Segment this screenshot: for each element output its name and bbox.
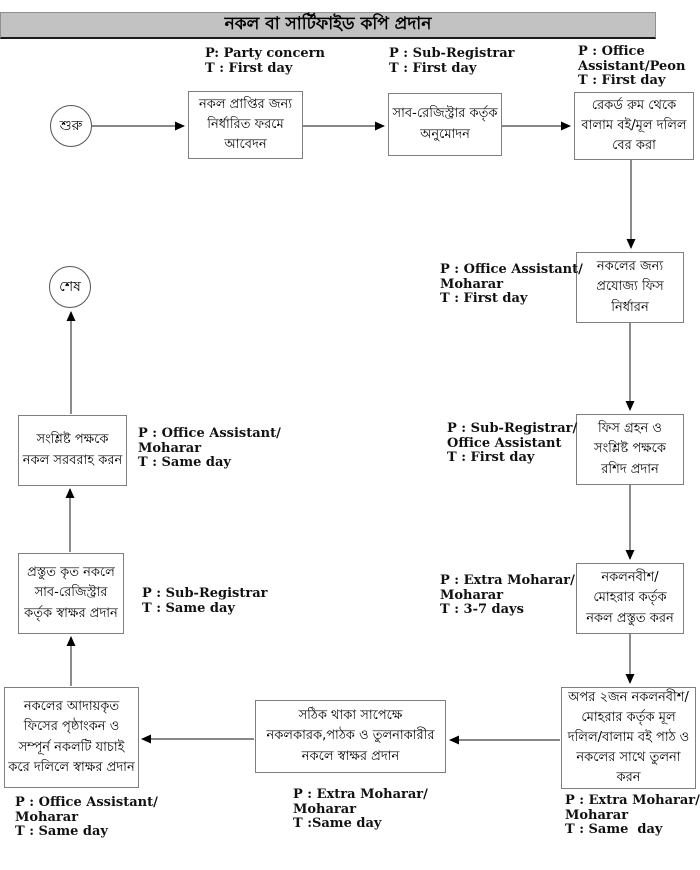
step-box-record-room-retrieval: রেকর্ড রুম থেকে বালাম বই/মূল দলিল বের করা: [574, 92, 694, 160]
annotation-copy-delivery: P : Office Assistant/ Moharar T : Same day: [138, 426, 281, 470]
annotation-subregistrar-approval: P : Sub-Registrar T : First day: [389, 46, 515, 76]
annotation-copyist-signatures: P : Extra Moharar/ Moharar T :Same day: [293, 787, 428, 831]
start-terminal: শুরু: [50, 105, 92, 147]
step-box-subregistrar-approval: সাব-রেজিস্ট্রার কর্তৃক অনুমোদন: [388, 93, 502, 156]
annotation-copy-comparison: P : Extra Moharar/ Moharar T : Same day: [565, 793, 700, 837]
step-box-application-form: নকল প্রাপ্তির জন্য নির্ধারিত ফরমে আবেদন: [188, 91, 303, 159]
annotation-fee-receipt: P : Sub-Registrar/ Office Assistant T : First day: [447, 421, 578, 465]
step-box-copy-preparation: নকলনবীশ/ মোহরার কর্তৃক নকল প্রস্তুত করন: [576, 563, 684, 634]
step-box-fee-receipt: ফিস গ্রহন ও সংশ্লিষ্ট পক্ষকে রশিদ প্রদান: [576, 414, 684, 485]
step-box-fee-determination: নকলের জন্য প্রযোজ্য ফিস নির্ধারন: [576, 252, 684, 323]
annotation-subregistrar-signature: P : Sub-Registrar T : Same day: [142, 586, 268, 616]
annotation-record-room-retrieval: P : Office Assistant/Peon T : First day: [578, 44, 686, 88]
title-bar: [0, 12, 656, 39]
annotation-copy-preparation: P : Extra Moharar/ Moharar T : 3-7 days: [440, 573, 575, 617]
step-box-copyist-signatures: সঠিক থাকা সাপেক্ষে নকলকারক,পাঠক ও তুলনাকারীর নকলে স্বাক্ষর প্রদান: [255, 700, 446, 773]
step-box-subregistrar-signature: প্রস্তুত কৃত নকলে সাব-রেজিস্ট্রার কর্তৃক স্বাক্ষর প্রদান: [18, 553, 124, 634]
annotation-fee-determination: P : Office Assistant/ Moharar T : First day: [440, 262, 583, 306]
step-box-copy-delivery: সংশ্লিষ্ট পক্ষকে নকল সরবরাহ করন: [18, 415, 127, 486]
step-box-copy-comparison: অপর ২জন নকলনবীশ/ মোহরার কর্তৃক মূল দলিল/বালাম বই পাঠ ও নকলের সাথে তুলনা করন: [561, 687, 696, 789]
page-title: নকল বা সার্টিফাইড কপি প্রদান: [224, 14, 432, 34]
annotation-fee-endorsement-verification: P : Office Assistant/ Moharar T : Same day: [15, 795, 158, 839]
end-terminal: শেষ: [49, 266, 91, 308]
annotation-application-form: P: Party concern T : First day: [205, 46, 325, 76]
step-box-fee-endorsement-verification: নকলের আদায়কৃত ফিসের পৃষ্ঠাংকন ও সম্পূর্ন নকলটি যাচাই করে দলিলে স্বাক্ষর প্রদান: [4, 687, 139, 788]
